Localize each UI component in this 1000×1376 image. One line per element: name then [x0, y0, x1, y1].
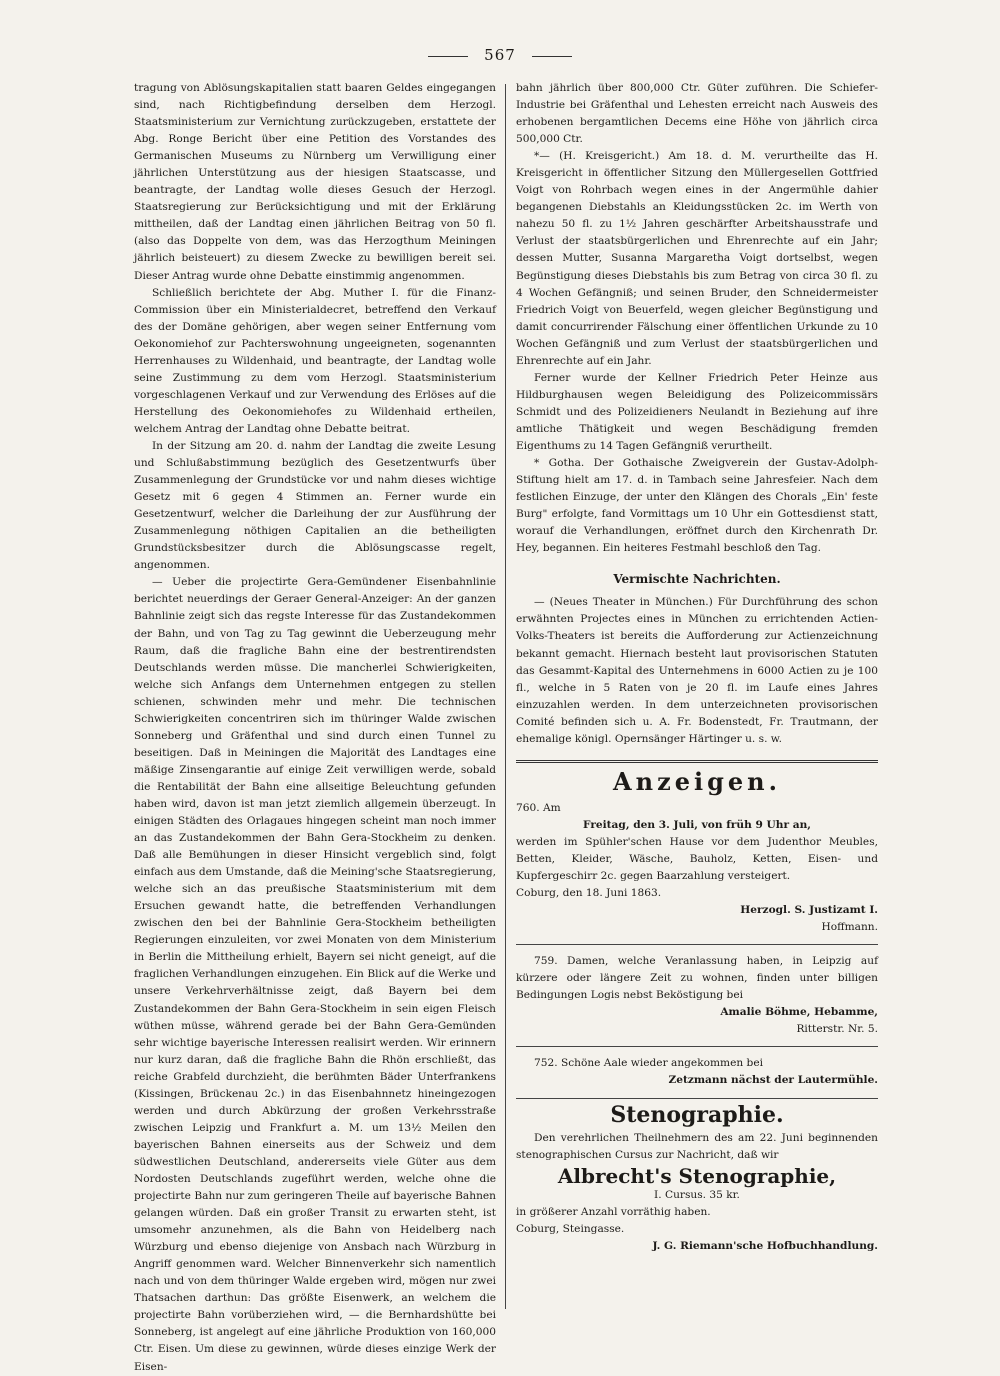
misc-news-paragraph: — (Neues Theater in München.) Für Durchführung des schon erwähnten Projectes eines in München zu errichtenden Actien-Volks-Theaters ist bereits die Aufforderung zur Actienzeichnung bekannt gemacht. Hiernach besteht laut provisorischen Statuten das Gesammt-Kapital des Unternehmens in 6000 Actien zu je 100 fl., welche in 5 Raten von je 20 fl. im Laufe eines Jahres einzuzahlen werden. In dem unterzeichneten provisorischen Comité befinden sich u. A. Fr. Bodenstedt, Fr. Trautmann, der ehemalige königl. Opernsänger Härtinger u. s. w.: [516, 596, 878, 745]
left-paragraph: — Ueber die projectirte Gera-Gemündener Eisenbahnlinie berichtet neuerdings der Geraer General-Anzeiger: An der ganzen Bahnlinie zeigt sich das regste Interesse für das Zustandekommen der Bahn, und von Tag zu Tag gewinnt die Ueberzeugung mehr Raum, daß die fragliche Bahn eine der bestrentirendsten Deutschlands werden müsse. Die mancherlei Schwierigkeiten, welche sich Anfangs dem Unternehmen entgegen zu stellen schienen, schwinden mehr und mehr. Die technischen Schwierigkeiten concentriren sich im thüringer Walde zwischen Sonneberg und Gräfenthal und sind durch einen Tunnel zu beseitigen. Daß in Meiningen die Majorität des Landtages eine mäßige Zinsengarantie auf einige Zeit verwilligen werde, sobald die Rentabilität der Bahn eine allseitige Beleuchtung gefunden haben wird, davon ist man jetzt ziemlich allgemein überzeugt. In einigen Städten des Orlagaues hingegen scheint man noch immer an das Zustandekommen der Bahn Gera-Stockheim zu denken. Daß alle Bemühungen in dieser Hinsicht vergeblich sind, folgt einfach aus dem Umstande, daß die Meining'sche Staatsregierung, welche sich an das preußische Staatsministerium mit dem Ersuchen gewandt hatte, die betreffenden Verhandlungen zwischen den bei der Bahnlinie Gera-Stockheim betheiligten Regierungen einzuleiten, vor zwei Monaten von dem Ministerium in Berlin die Mittheilung erhielt, Bayern sei nicht geneigt, auf die fraglichen Verhandlungen einzugehen. Ein Blick auf die Werke und unsere Verkehrverhältnisse zeigt, daß Bayern bei dem Zustandekommen der Bahn Gera-Stockheim in sein eigen Fleisch wüthen müsse, während gerade bei der Bahn Gera-Gemünden sehr wichtige bayerische Interessen realisirt werden. Wir erinnern nur kurz daran, daß die fragliche Bahn die Rhön erschließt, das reiche Grabfeld durchzieht, die berühmten Bäder Unterfrankens (Kissingen, Brückenau 2c.) in das Eisenbahnnetz hineingezogen werden und durch Abkürzung der großen Verkehrsstraße zwischen Leipzig und Frankfurt a. M. um 13½ Meilen den bayerischen Bahnen einerseits aus der Schweiz und dem südwestlichen Deutschland, andererseits viele Güter aus dem Nordosten Deutschlands zugeführt werden, welche ohne die projectirte Bahn nur zum geringeren Theile auf bayerische Bahnen gelangen würden. Daß ein großer Transit zu erwarten steht, ist umsomehr anzunehmen, als die Bahn von Heidelberg nach Würzburg und ebenso diejenige von Ansbach nach Würzburg in Angriff genommen ward. Welcher Binnenverkehr sich namentlich nach und von dem thüringer Walde ergeben wird, mögen nur zwei Thatsachen darthun: Das größte Eisenwerk, an welchem die projectirte Bahn vorüberziehen wird, — die Bernhardshütte bei Sonneberg, ist angelegt auf eine jährliche Produktion von 160,000 Ctr. Eisen. Um diese zu gewinnen, würde dieses einzige Werk der Eisen-: [134, 576, 496, 1373]
ad-760-date: Coburg, den 18. Juni 1863.: [516, 887, 662, 900]
steno-book: Albrecht's Stenographie,: [557, 1163, 837, 1188]
gotha-report: * Gotha. Der Gothaische Zweigverein der Gustav-Adolph-Stiftung hielt am 17. d. in Tambach seine Jahresfeier. Nach dem festlichen Einzuge, der unter den Klängen des Chorals „Ein' feste Burg" erfolgte, fand Vormittags um 10 Uhr ein Gottesdienst statt, worauf die Verhandlungen, eröffnet durch den Kirchenrath Dr. Hey, begannen. Ein heiteres Festmahl beschloß den Tag.: [516, 457, 878, 555]
ad-759: [516, 953, 878, 1038]
left-paragraph: tragung von Ablösungskapitalien statt baaren Geldes eingegangen sind, nach Richtigbefindung derselben dem Herzogl. Staatsministerium zur Vernichtung zurückzugeben, erstattete der Abg. Ronge Bericht über eine Petition des Vorstandes des Germanischen Museums zu Nürnberg um Verwilligung einer jährlichen Unterstützung aus der hiesigen Staatscasse, und beantragte, der Landtag wolle dieses Gesuch der Herzogl. Staatsregierung zur Berücksichtigung und mit der Erklärung mittheilen, daß der Landtag einen jährlichen Beitrag von 50 fl. (also das Doppelte von dem, was das Herzogthum Meiningen jährlich beisteuert) zu diesem Zwecke zu bewilligen bereit sei. Dieser Antrag wurde ohne Debatte einstimmig angenommen.: [134, 82, 496, 282]
ad-752-sign: Zetzmann nächst der Lautermühle.: [668, 1074, 878, 1087]
anzeigen-title: Anzeigen.: [613, 766, 781, 796]
steno-stock: in größerer Anzahl vorräthig haben.: [516, 1205, 711, 1218]
ad-759-body: 759. Damen, welche Veranlassung haben, in Leipzig auf kürzere oder längere Zeit zu wohnen, finden unter billigen Bedingungen Logis nebst Beköstigung bei: [516, 955, 878, 1002]
right-continuation: bahn jährlich über 800,000 Ctr. Güter zuführen. Die Schiefer-Industrie bei Gräfenthal und Lehesten erreicht nach Ausweis des erhobenen bergamtlichen Decems eine Höhe von jährlich circa 500,000 Ctr.: [516, 82, 878, 146]
ad-760-line1: 760. Am: [516, 801, 561, 814]
steno-course: I. Cursus. 35 kr.: [654, 1188, 740, 1201]
ad-759-sign2: Ritterstr. Nr. 5.: [796, 1023, 878, 1036]
ad-760-sign1: Herzogl. S. Justizamt I.: [740, 904, 878, 917]
ad-752: [516, 1055, 878, 1089]
right-column: [516, 80, 878, 1259]
steno-title: Stenographie.: [610, 1101, 784, 1128]
ad-separator: [516, 944, 878, 945]
steno-body: Den verehrlichen Theilnehmern des am 22. Juni beginnenden stenographischen Cursus zur Nachricht, daß wir: [516, 1131, 878, 1161]
steno-place: Coburg, Steingasse.: [516, 1222, 625, 1235]
ad-759-sign1: Amalie Böhme, Hebamme,: [720, 1006, 878, 1019]
ad-752-body: 752. Schöne Aale wieder angekommen bei: [534, 1057, 763, 1070]
header-rule-right: [532, 56, 572, 57]
court-report-2: Ferner wurde der Kellner Friedrich Peter Heinze aus Hildburghausen wegen Beleidigung des Polizeicommissärs Schmidt und des Polizeidieners Neulandt in Beziehung auf ihre amtliche Thätigkeit und wegen Beschädigung fremden Eigenthums zu 14 Tagen Gefängniß verurtheilt.: [516, 371, 878, 452]
left-paragraph: In der Sitzung am 20. d. nahm der Landtag die zweite Lesung und Schlußabstimmung bezüglich des Gesetzentwurfs über Zusammenlegung der Grundstücke vor und nahm dieses wichtige Gesetz mit 6 gegen 4 Stimmen an. Ferner wurde ein Gesetzentwurf, welcher die Darleihung der zur Ausführung der Zusammenlegung nöthigen Capitalien an die betheiligten Grundstücksbesitzer durch die Ablösungscasse regelt, angenommen.: [134, 439, 496, 572]
ad-760-sign2: Hoffmann.: [821, 921, 878, 934]
ad-760: [516, 800, 878, 936]
page-number: 567: [484, 46, 516, 64]
section-separator: [516, 760, 878, 763]
ad-760-body: werden im Spühler'schen Hause vor dem Judenthor Meubles, Betten, Kleider, Wäsche, Bauholz, Ketten, Eisen- und Kupfergeschirr 2c. gegen Baarzahlung versteigert.: [516, 835, 878, 883]
steno-sign: J. G. Riemann'sche Hofbuchhandlung.: [652, 1239, 878, 1252]
ad-separator: [516, 1098, 878, 1099]
ad-760-line2: Freitag, den 3. Juli, von früh 9 Uhr an,: [582, 818, 811, 831]
ad-separator: [516, 1046, 878, 1047]
column-divider: [505, 84, 506, 1309]
misc-news-title: Vermischte Nachrichten.: [613, 572, 781, 587]
header-rule-left: [428, 56, 468, 57]
ad-steno: [516, 1101, 878, 1255]
left-column: [134, 80, 496, 1376]
left-paragraph: Schließlich berichtete der Abg. Muther I. für die Finanz-Commission über ein Ministerialdecret, betreffend den Verkauf des der Domäne gehörigen, aber wegen seiner Entfernung vom Oekonomiehof zur Pachterswohnung ungeeigneten, sogenannten Herrenhauses zu Wildenhaid, und beantragte, der Landtag wolle seine Zustimmung zu dem vom Herzogl. Staatsministerium vorgeschlagenen Verkauf und zur Verwendung des Erlöses auf die Herstellung des Oekonomiehofes zu Wildenhaid ertheilen, welchem Antrag der Landtag ohne Debatte beitrat.: [134, 286, 496, 435]
page-header: [0, 46, 1000, 64]
court-report: *— (H. Kreisgericht.) Am 18. d. M. verurtheilte das H. Kreisgericht in öffentlicher Sitzung den Müllergesellen Gottfried Voigt von Rohrbach wegen eines in der Angermühle dahier begangenen Diebstahls an Kleidungsstücken 2c. im Werth von nahezu 50 fl. zu 1½ Jahren geschärfter Arbeitshausstrafe und Verlust der staatsbürgerlichen und Ehrenrechte auf ein Jahr; dessen Mutter, Susanna Margaretha Voigt dortselbst, wegen Begünstigung dieses Diebstahls bis zum Betrag von circa 30 fl. zu 4 Wochen Gefängniß; und seinen Bruder, den Schneidermeister Friedrich Voigt von Beuerfeld, wegen gleicher Begünstigung und damit concurrirender Fälschung einer öffentlichen Urkunde zu 10 Wochen Gefängniß und zum Verlust der staatsbürgerlichen und Ehrenrechte auf ein Jahr.: [516, 150, 878, 367]
